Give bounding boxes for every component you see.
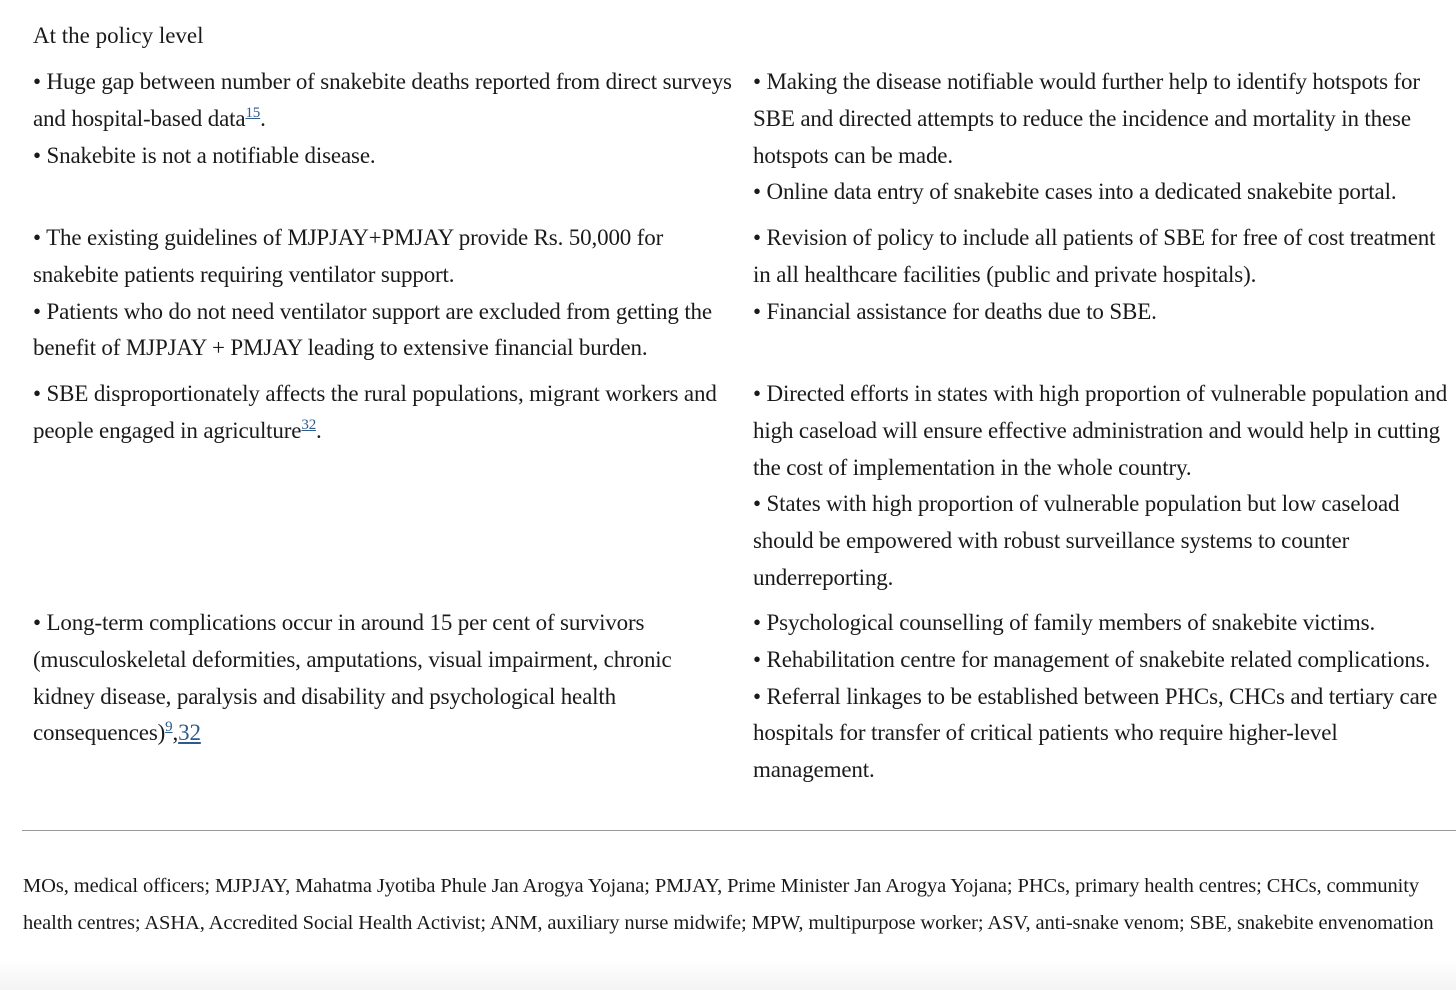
table-row <box>0 220 1456 376</box>
citation-link[interactable]: 32 <box>178 720 201 746</box>
bullet-item: • Financial assistance for deaths due to SBE. <box>753 298 1157 324</box>
recommendation-cell <box>753 376 1453 597</box>
recommendation-cell <box>753 64 1453 211</box>
citation-separator: , <box>172 720 179 746</box>
table-footnote: MOs, medical officers; MJPJAY, Mahatma Jyotiba Phule Jan Arogya Yojana; PMJAY, Prime Minister Jan Arogya Yojana; PHCs, primary health centres; CHCs, community health centres; ASHA, Accredited Social Health Activist; ANM, auxiliary nurse midwife; MPW, multipurpose worker; ASV, anti-snake venom; SBE, snakebite envenomation <box>23 875 1434 934</box>
bullet-item: • Rehabilitation centre for management of snakebite related complications. <box>753 646 1431 672</box>
bullet-text: • Huge gap between number of snakebite deaths reported from direct surveys and hospital-based data <box>33 69 732 131</box>
bullet-item: • The existing guidelines of MJPJAY+PMJAY provide Rs. 50,000 for snakebite patients requiring ventilator support. <box>33 225 664 287</box>
table-row <box>0 376 1456 605</box>
citation-link[interactable]: 32 <box>301 416 317 433</box>
bullet-text: • SBE disproportionately affects the rural populations, migrant workers and people engaged in agriculture <box>33 381 717 443</box>
citation-link[interactable]: 15 <box>245 104 261 121</box>
table-row <box>0 605 1456 805</box>
recommendation-cell <box>753 220 1453 330</box>
challenge-cell <box>33 64 733 174</box>
bullet-item <box>33 605 733 752</box>
citation-link[interactable]: 9 <box>165 719 173 736</box>
bullet-item <box>33 64 733 138</box>
section-heading: At the policy level <box>33 23 204 48</box>
bullet-item: • Patients who do not need ventilator support are excluded from getting the benefit of MJPJAY + PMJAY leading to extensive financial burden. <box>33 298 712 361</box>
challenge-cell <box>33 605 733 752</box>
bottom-fade <box>0 960 1456 990</box>
policy-table <box>0 64 1456 805</box>
bullet-item: • Directed efforts in states with high proportion of vulnerable population and high caseload will ensure effective administration and would help in cutting the cost of implementation in the whole country. <box>753 381 1448 480</box>
bullet-item: • Online data entry of snakebite cases into a dedicated snakebite portal. <box>753 179 1397 205</box>
challenge-cell <box>33 376 733 450</box>
bullet-item: • Snakebite is not a notifiable disease. <box>33 142 376 168</box>
bullet-text: • Long-term complications occur in around 15 per cent of survivors (musculoskeletal deformities, amputations, visual impairment, chronic kidney disease, paralysis and disability and psychological health consequences) <box>33 610 672 746</box>
bullet-punct: . <box>316 417 322 443</box>
table-bottom-rule <box>22 830 1456 831</box>
bullet-item: • States with high proportion of vulnerable population but low caseload should be empowered with robust surveillance systems to counter underreporting. <box>753 491 1400 590</box>
bullet-item: • Making the disease notifiable would further help to identify hotspots for SBE and directed attempts to reduce the incidence and mortality in these hotspots can be made. <box>753 69 1420 168</box>
table-row <box>0 64 1456 220</box>
challenge-cell <box>33 220 733 367</box>
bullet-item: • Psychological counselling of family members of snakebite victims. <box>753 610 1376 635</box>
bullet-punct: . <box>260 105 266 131</box>
bullet-item: • Referral linkages to be established between PHCs, CHCs and tertiary care hospitals for transfer of critical patients who require higher-level management. <box>753 683 1438 783</box>
bullet-item <box>33 376 733 450</box>
recommendation-cell <box>753 605 1453 789</box>
bullet-item: • Revision of policy to include all patients of SBE for free of cost treatment in all healthcare facilities (public and private hospitals). <box>753 225 1436 287</box>
